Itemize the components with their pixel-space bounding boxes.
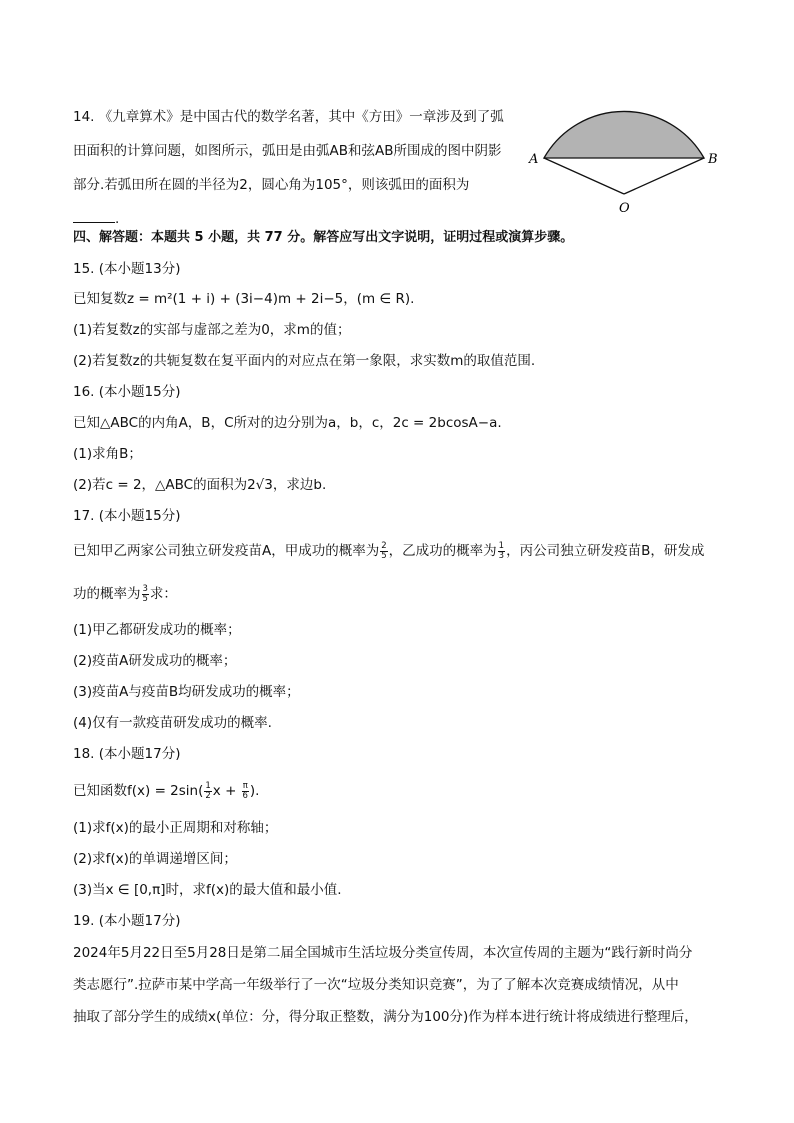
q17-stem2-part-b: 求： — [149, 586, 177, 602]
q16-part-2: (2)若c = 2，△ABC的面积为2√3，求边b. — [73, 477, 327, 493]
q17-part-3: (3)疫苗A与疫苗B均研发成功的概率； — [73, 684, 300, 700]
label-o: O — [619, 201, 630, 216]
q19-line-1: 2024年5月22日至5月28日是第二届全国城市生活垃圾分类宣传周，本次宣传周的主题为“践行新时尚分 — [73, 945, 693, 961]
q17-part-2: (2)疫苗A研发成功的概率； — [73, 653, 237, 669]
q15-part-1: (1)若复数z的实部与虚部之差为0，求m的值； — [73, 322, 351, 338]
q19-line-2: 类志愿行”.拉萨市某中学高一年级举行了一次“垃圾分类知识竞赛”，为了了解本次竞赛成绩情况，从中 — [73, 977, 679, 993]
q17-stem-part-b: ，乙成功的概率为 — [388, 543, 497, 559]
q14-line-1: 14. 《九章算术》是中国古代的数学名著，其中《方田》一章涉及到了弧 — [73, 109, 504, 125]
q16-stem: 已知△ABC的内角A，B，C所对的边分别为a，b，c，2c = 2bcosA−a. — [73, 415, 502, 431]
q18-stem-part-a: 已知函数f(x) = 2sin( — [73, 783, 204, 799]
q17-part-1: (1)甲乙都研发成功的概率； — [73, 622, 241, 638]
frac-numerator: 1 — [205, 780, 211, 791]
section-4-heading: 四、解答题：本题共 5 小题，共 77 分。解答应写出文字说明，证明过程或演算步骤。 — [73, 230, 574, 245]
q16-part-1: (1)求角B； — [73, 446, 142, 462]
q17-part-4: (4)仅有一款疫苗研发成功的概率. — [73, 715, 272, 731]
q18-part-2: (2)求f(x)的单调递增区间； — [73, 851, 237, 867]
frac-numerator: 2 — [381, 540, 387, 551]
frac-denominator: 2 — [205, 790, 211, 801]
fraction-2-5 — [380, 542, 387, 561]
q19-header: 19. (本小题17分) — [73, 913, 181, 929]
q17-stem-part-c: ，丙公司独立研发疫苗B，研发成 — [506, 543, 705, 559]
q16-header: 16. (本小题15分) — [73, 384, 181, 400]
label-b: B — [708, 152, 718, 167]
fraction-1-3 — [498, 542, 505, 561]
q18-stem — [73, 781, 259, 801]
q18-stem-part-b: x + — [212, 783, 241, 799]
answer-blank[interactable] — [73, 208, 115, 223]
frac-numerator: 1 — [498, 540, 505, 551]
q14-line-3: 部分.若弧田所在圆的半径为2，圆心角为105°，则该弧田的面积为 — [73, 177, 470, 193]
frac-denominator: 5 — [142, 593, 148, 604]
frac-denominator: 6 — [242, 790, 248, 801]
frac-denominator: 3 — [498, 550, 505, 561]
shaded-segment — [544, 111, 704, 158]
circular-segment-figure — [524, 96, 724, 221]
q18-part-1: (1)求f(x)的最小正周期和对称轴； — [73, 820, 278, 836]
q18-part-3: (3)当x ∈ [0,π]时，求f(x)的最大值和最小值. — [73, 882, 342, 898]
fraction-3-5 — [142, 585, 149, 604]
q18-stem-part-c: ). — [249, 783, 260, 799]
label-a: A — [529, 152, 539, 167]
radius-ob — [624, 158, 704, 194]
fraction-pi-6 — [242, 782, 249, 801]
question-14 — [73, 100, 523, 236]
q18-header: 18. (本小题17分) — [73, 746, 181, 762]
q15-stem: 已知复数z = m²(1 + i) + (3i−4)m + 2i−5，(m ∈ R). — [73, 291, 415, 307]
frac-numerator: π — [242, 780, 248, 791]
fraction-1-2 — [204, 782, 211, 801]
q15-part-2: (2)若复数z的共轭复数在复平面内的对应点在第一象限，求实数m的取值范围. — [73, 353, 536, 369]
q17-stem-line-2 — [73, 584, 177, 604]
q17-stem2-part-a: 功的概率为 — [73, 586, 141, 602]
q17-stem-part-a: 已知甲乙两家公司独立研发疫苗A，甲成功的概率为 — [73, 543, 380, 559]
q17-stem-line-1 — [73, 541, 704, 561]
q15-header: 15. (本小题13分) — [73, 261, 181, 277]
frac-numerator: 3 — [142, 583, 148, 594]
q14-period: . — [115, 211, 120, 227]
radius-oa — [544, 158, 624, 194]
q19-line-3: 抽取了部分学生的成绩x(单位：分，得分取正整数，满分为100分)作为样本进行统计将成绩进行整理后， — [73, 1009, 698, 1025]
q17-header: 17. (本小题15分) — [73, 508, 181, 524]
q14-line-2: 田面积的计算问题，如图所示，弧田是由弧AB和弦AB所围成的图中阴影 — [73, 143, 502, 159]
frac-denominator: 5 — [381, 550, 387, 561]
